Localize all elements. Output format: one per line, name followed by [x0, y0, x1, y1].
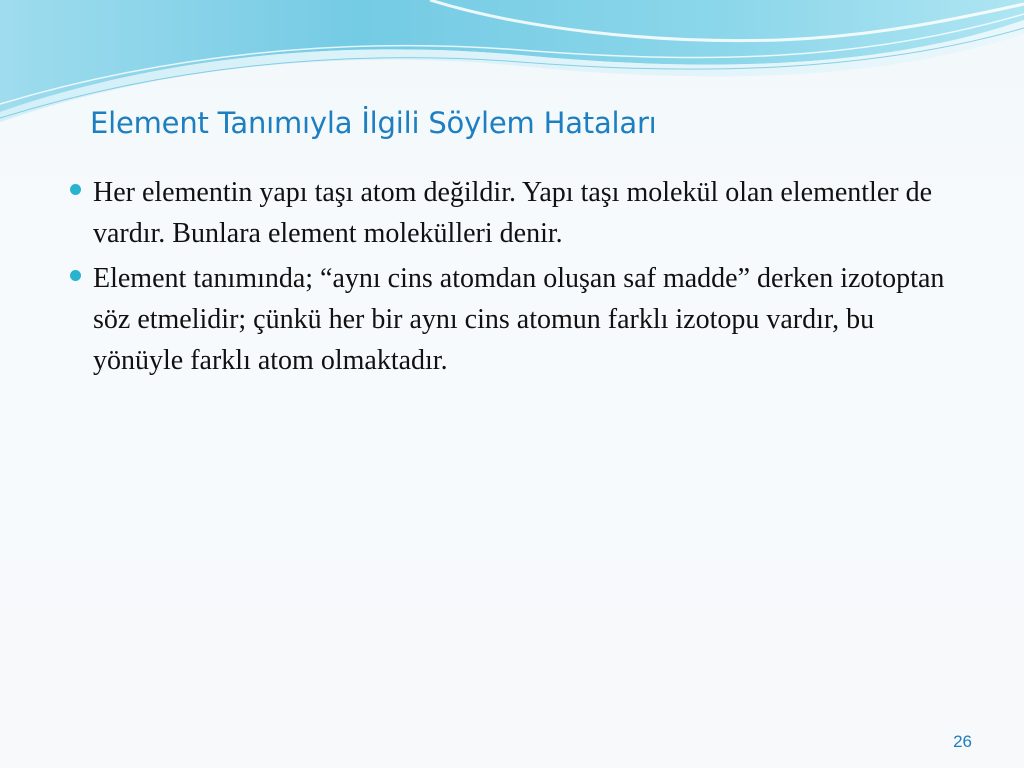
slide-number: 26 — [953, 732, 972, 751]
bullet-text: Element tanımında; “aynı cins atomdan oluşan saf madde” derken izotoptan söz etmelidir; çünkü her bir aynı cins atomun farklı izotopu vardır, bu yönüyle farklı atom olmaktadır. — [93, 263, 945, 376]
slide-title: Element Tanımıyla İlgili Söylem Hataları — [90, 106, 657, 140]
bullet-list — [64, 172, 964, 385]
bullet-dot-icon — [70, 270, 81, 281]
bullet-item — [64, 172, 964, 254]
bullet-item — [64, 258, 964, 381]
bullet-dot-icon — [70, 184, 81, 195]
bullet-text: Her elementin yapı taşı atom değildir. Yapı taşı molekül olan elementler de vardır. Bunlara element molekülleri denir. — [93, 177, 933, 249]
